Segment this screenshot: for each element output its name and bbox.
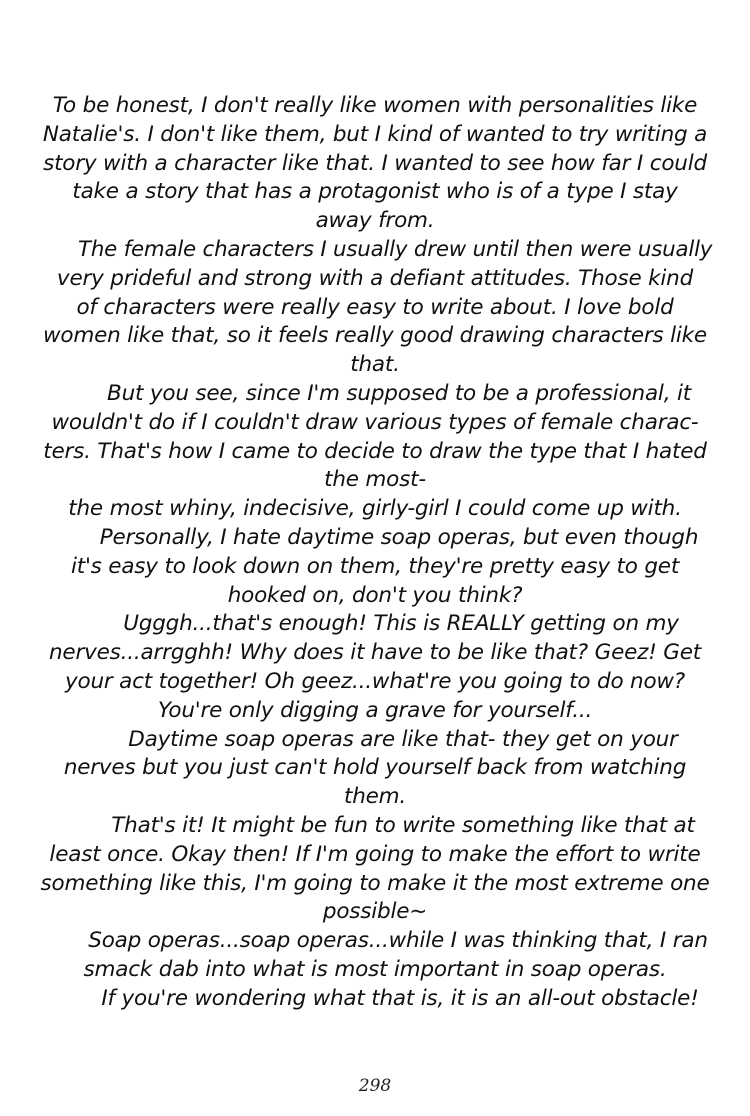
text-line: That's it! It might be fun to write something like that at [111, 812, 695, 838]
text-line: But you see, since I'm supposed to be a professional, it [107, 380, 691, 406]
text-line: Ugggh...that's enough! This is REALLY getting on my [123, 611, 679, 637]
text-line: the most whiny, indecisive, girly-girl I could come up with. [68, 496, 682, 522]
text-line: nerves...arrgghh! Why does it have to be like that? Geez! Get [48, 640, 701, 666]
text-line: very prideful and strong with a defiant attitudes. Those kind [56, 265, 694, 291]
text-line: least once. Okay then! If I'm going to make the effort to write [49, 841, 701, 867]
text-line: To be honest, I don't really like women with personalities like [52, 93, 698, 118]
text-line: take a story that has a protagonist who is of a type I stay [72, 179, 678, 205]
text-line: You're only digging a grave for yourself... [157, 697, 593, 723]
text-line: ters. That's how I came to decide to draw the type that I hated [43, 438, 707, 464]
text-line: your act together! Oh geez...what're you going to do now? [64, 668, 686, 694]
text-line: women like that, so it feels really good drawing characters like [43, 323, 707, 349]
text-line: story with a character like that. I wanted to see how far I could [43, 150, 707, 176]
text-line: that. [350, 352, 400, 378]
afterword-text [38, 92, 712, 1014]
text-line: Soap operas...soap operas...while I was thinking that, I ran [88, 928, 708, 954]
text-line: away from. [315, 208, 435, 234]
text-line: Personally, I hate daytime soap operas, but even though [99, 524, 699, 550]
text-line: smack dab into what is most important in soap operas. [83, 956, 667, 982]
text-line: wouldn't do if I couldn't draw various types of female charac- [51, 409, 699, 435]
text-line: them. [343, 784, 407, 810]
text-line: nerves but you just can't hold yourself back from watching [63, 755, 687, 781]
text-line: Natalie's. I don't like them, but I kind of wanted to try writing a [42, 121, 708, 147]
text-line: the most- [324, 467, 426, 493]
text-line: Daytime soap operas are like that- they get on your [128, 726, 678, 752]
text-line: The female characters I usually drew until then were usually [78, 236, 713, 262]
text-line: hooked on, don't you think? [227, 582, 523, 608]
page-number: 298 [358, 1076, 392, 1096]
text-line: of characters were really easy to write about. I love bold [76, 294, 674, 320]
text-line: possible~ [322, 899, 428, 925]
text-line: it's easy to look down on them, they're pretty easy to get [70, 553, 680, 579]
text-line: something like this, I'm going to make it the most extreme one [40, 870, 710, 896]
text-line: If you're wondering what that is, it is an all-out obstacle! [101, 985, 699, 1011]
